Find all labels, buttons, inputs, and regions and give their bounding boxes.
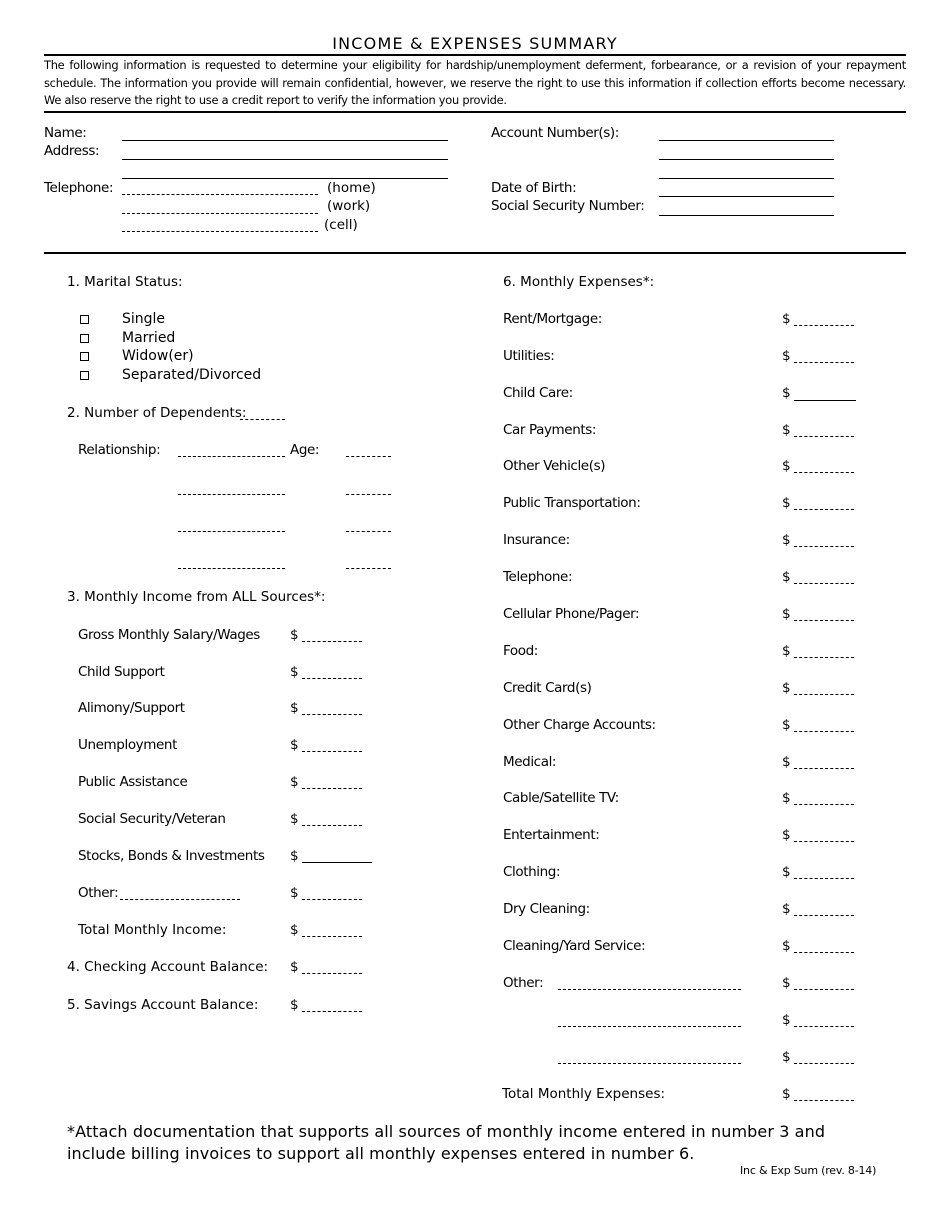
address-field-1[interactable] (122, 159, 448, 160)
income-field-alimony[interactable] (302, 714, 362, 715)
expense-currency: $ (782, 458, 791, 474)
expense-field-insurance[interactable] (794, 546, 854, 547)
cell-phone-field[interactable] (122, 231, 318, 232)
income-currency: $ (290, 664, 299, 680)
intro-divider (44, 111, 906, 113)
age-field-2[interactable] (346, 494, 391, 495)
income-field-child-support[interactable] (302, 678, 362, 679)
expense-label-insurance: Insurance: (503, 532, 570, 548)
expense-currency: $ (782, 1049, 791, 1065)
expense-label-other-vehicle: Other Vehicle(s) (503, 458, 606, 474)
income-field-other[interactable] (302, 899, 362, 900)
expense-label-public-transportation: Public Transportation: (503, 495, 641, 511)
expense-currency: $ (782, 348, 791, 364)
work-phone-label: (work) (327, 198, 371, 214)
expense-other-description-field-2[interactable] (558, 1026, 741, 1027)
expenses-heading: 6. Monthly Expenses*: (503, 274, 655, 290)
income-label-child-support: Child Support (78, 664, 165, 680)
dob-field[interactable] (659, 196, 834, 197)
income-label-alimony: Alimony/Support (78, 700, 185, 716)
expense-label-food: Food: (503, 643, 538, 659)
checking-field[interactable] (302, 973, 362, 974)
expense-label-medical: Medical: (503, 754, 557, 770)
expense-field-cellular[interactable] (794, 620, 854, 621)
telephone-label: Telephone: (44, 180, 114, 196)
income-other-description-field[interactable] (120, 899, 240, 900)
savings-field[interactable] (302, 1011, 362, 1012)
income-currency: $ (290, 627, 299, 643)
expense-currency: $ (782, 643, 791, 659)
relationship-field-2[interactable] (178, 494, 285, 495)
married-checkbox[interactable] (80, 334, 89, 343)
income-field-unemployment[interactable] (302, 751, 362, 752)
expense-label-cable: Cable/Satellite TV: (503, 790, 619, 806)
personal-divider (44, 252, 906, 254)
income-currency: $ (290, 774, 299, 790)
expense-currency: $ (782, 569, 791, 585)
income-heading: 3. Monthly Income from ALL Sources*: (67, 589, 326, 605)
income-field-salary[interactable] (302, 641, 362, 642)
married-label: Married (122, 330, 176, 346)
expense-currency: $ (782, 1012, 791, 1028)
income-currency: $ (290, 811, 299, 827)
expense-label-cleaning-yard: Cleaning/Yard Service: (503, 938, 646, 954)
expense-currency: $ (782, 680, 791, 696)
work-phone-field[interactable] (122, 213, 318, 214)
expense-other-description-field-1[interactable] (558, 989, 741, 990)
form-revision-id: Inc & Exp Sum (rev. 8-14) (740, 1164, 877, 1177)
age-field-3[interactable] (346, 531, 391, 532)
age-field-1[interactable] (346, 456, 391, 457)
single-checkbox[interactable] (80, 315, 89, 324)
expense-currency: $ (782, 311, 791, 327)
income-currency: $ (290, 885, 299, 901)
income-label-stocks: Stocks, Bonds & Investments (78, 848, 265, 864)
expense-currency: $ (782, 717, 791, 733)
account-number-field-1[interactable] (659, 140, 834, 141)
income-field-stocks[interactable] (302, 862, 372, 863)
savings-label: 5. Savings Account Balance: (67, 997, 259, 1013)
expense-field-utilities[interactable] (794, 362, 854, 363)
expense-currency: $ (782, 864, 791, 880)
home-phone-label: (home) (327, 180, 376, 196)
expense-currency: $ (782, 790, 791, 806)
account-number-field-2[interactable] (659, 159, 834, 160)
income-currency: $ (290, 848, 299, 864)
name-field[interactable] (122, 140, 448, 141)
expense-field-dry-cleaning[interactable] (794, 915, 854, 916)
expense-currency: $ (782, 754, 791, 770)
expense-field-car-payments[interactable] (794, 436, 854, 437)
expense-label-other-charge: Other Charge Accounts: (503, 717, 656, 733)
relationship-label: Relationship: (78, 442, 161, 458)
footnote: *Attach documentation that supports all sources of monthly income entered in number 3 and include billing invoices to support all monthly expenses entered in number 6. (67, 1122, 826, 1163)
expense-field-cable[interactable] (794, 804, 854, 805)
expense-other-field-2[interactable] (794, 1026, 854, 1027)
expense-label-credit-cards: Credit Card(s) (503, 680, 592, 696)
expense-field-child-care[interactable] (794, 400, 856, 401)
expense-currency: $ (782, 827, 791, 843)
income-label-public-assistance: Public Assistance (78, 774, 188, 790)
income-currency: $ (290, 959, 299, 975)
income-currency: $ (290, 737, 299, 753)
separated-checkbox[interactable] (80, 371, 89, 380)
income-field-public-assistance[interactable] (302, 788, 362, 789)
expense-field-other-charge[interactable] (794, 731, 854, 732)
relationship-field-4[interactable] (178, 568, 285, 569)
total-expenses-field[interactable] (794, 1100, 854, 1101)
expense-currency: $ (782, 495, 791, 511)
total-income-field[interactable] (302, 936, 362, 937)
expense-field-entertainment[interactable] (794, 841, 854, 842)
address-field-2[interactable] (122, 178, 448, 179)
expense-field-credit-cards[interactable] (794, 694, 854, 695)
widower-label: Widow(er) (122, 348, 194, 364)
expense-field-medical[interactable] (794, 768, 854, 769)
expense-field-telephone[interactable] (794, 583, 854, 584)
expense-label-car-payments: Car Payments: (503, 422, 597, 438)
income-currency: $ (290, 700, 299, 716)
account-number-label: Account Number(s): (491, 125, 619, 141)
expense-field-cleaning-yard[interactable] (794, 952, 854, 953)
expense-field-rent[interactable] (794, 325, 854, 326)
expense-other-field-1[interactable] (794, 989, 854, 990)
income-field-social-security[interactable] (302, 825, 362, 826)
expense-other-description-field-3[interactable] (558, 1063, 741, 1064)
expense-currency: $ (782, 532, 791, 548)
expense-label-rent: Rent/Mortgage: (503, 311, 602, 327)
dependents-count-field[interactable] (240, 419, 285, 420)
ssn-label: Social Security Number: (491, 198, 645, 214)
home-phone-field[interactable] (122, 194, 318, 195)
income-label-salary: Gross Monthly Salary/Wages (78, 627, 260, 643)
ssn-field[interactable] (659, 215, 834, 216)
income-currency: $ (290, 997, 299, 1013)
expense-currency: $ (782, 1086, 791, 1102)
name-label: Name: (44, 125, 87, 141)
account-number-field-3[interactable] (659, 178, 834, 179)
income-label-unemployment: Unemployment (78, 737, 177, 753)
expense-field-other-vehicle[interactable] (794, 472, 854, 473)
expense-field-public-transportation[interactable] (794, 509, 854, 510)
cell-phone-label: (cell) (324, 217, 358, 233)
income-label-social-security: Social Security/Veteran (78, 811, 226, 827)
relationship-field-3[interactable] (178, 531, 285, 532)
total-expenses-label: Total Monthly Expenses: (502, 1086, 666, 1102)
expense-currency: $ (782, 385, 791, 401)
expense-currency: $ (782, 606, 791, 622)
income-label-other: Other: (78, 885, 119, 901)
expense-label-entertainment: Entertainment: (503, 827, 600, 843)
age-field-4[interactable] (346, 568, 391, 569)
expense-currency: $ (782, 901, 791, 917)
relationship-field-1[interactable] (178, 456, 285, 457)
expense-label-cellular: Cellular Phone/Pager: (503, 606, 640, 622)
expense-label-child-care: Child Care: (503, 385, 573, 401)
single-label: Single (122, 311, 166, 327)
total-income-label: Total Monthly Income: (78, 922, 227, 938)
intro-paragraph: The following information is requested to determine your eligibility for hardship/unemployment deferment, forbearance, or a revision of your repayment schedule. The information you provide will remain confidential, however, we reserve the right to use this information if collection efforts become necessary. We also reserve the right to use a credit report to verify the information you provide. (44, 58, 906, 107)
expense-other-field-3[interactable] (794, 1063, 854, 1064)
form-title: INCOME & EXPENSES SUMMARY (332, 34, 618, 53)
expense-label-telephone: Telephone: (503, 569, 573, 585)
address-label: Address: (44, 143, 100, 159)
age-label: Age: (290, 442, 320, 458)
dependents-heading: 2. Number of Dependents: (67, 405, 247, 421)
widower-checkbox[interactable] (80, 352, 89, 361)
expense-field-clothing[interactable] (794, 878, 854, 879)
expense-field-food[interactable] (794, 657, 854, 658)
expense-currency: $ (782, 975, 791, 991)
dob-label: Date of Birth: (491, 180, 577, 196)
expense-currency: $ (782, 938, 791, 954)
marital-heading: 1. Marital Status: (67, 274, 183, 290)
expense-label-dry-cleaning: Dry Cleaning: (503, 901, 590, 917)
separated-label: Separated/Divorced (122, 367, 262, 383)
expense-label-clothing: Clothing: (503, 864, 561, 880)
expense-label-utilities: Utilities: (503, 348, 555, 364)
title-divider (44, 54, 906, 56)
income-currency: $ (290, 922, 299, 938)
expense-currency: $ (782, 422, 791, 438)
expense-label-other: Other: (503, 975, 544, 991)
checking-label: 4. Checking Account Balance: (67, 959, 269, 975)
